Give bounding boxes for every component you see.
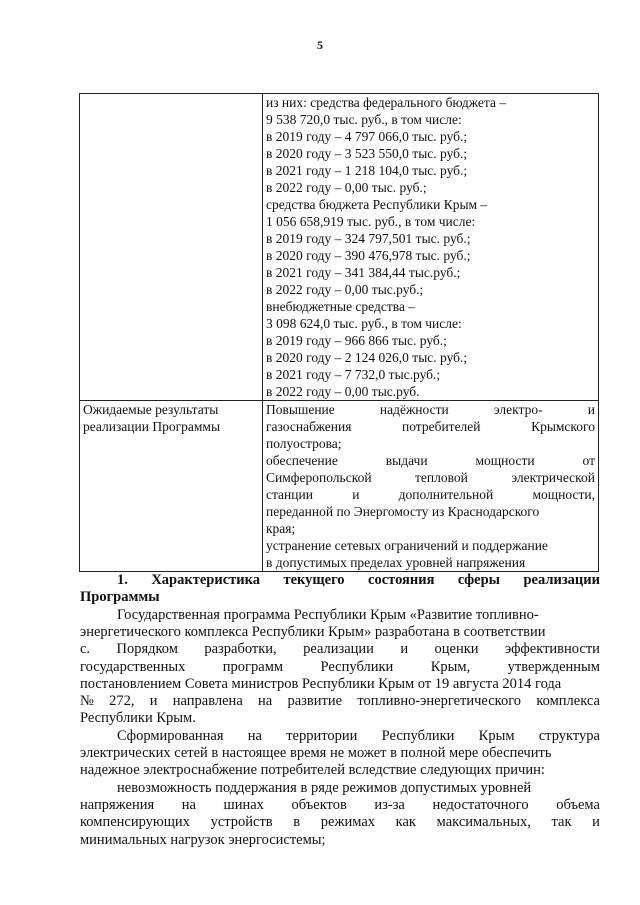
word: №	[80, 693, 94, 710]
paragraph-grid-structure	[80, 728, 600, 780]
financing-line: в 2019 году – 324 797,501 тыс. руб.;	[266, 231, 471, 246]
results-line: переданной по Энергомосту из Краснодарского	[266, 504, 540, 519]
results-line: края;	[266, 521, 296, 536]
word: 272,	[109, 693, 135, 710]
word: шинах	[223, 797, 264, 814]
word: электрической	[511, 470, 595, 485]
text-line: электрических сетей в настоящее время не может в полной мере обеспечить	[80, 745, 552, 762]
word: Характеристика	[151, 572, 260, 588]
text-line	[80, 797, 600, 814]
results-line	[266, 401, 595, 418]
word: утвержденным	[507, 658, 600, 675]
results-line	[266, 486, 595, 503]
word: Повышение	[266, 402, 335, 417]
word: мощности	[475, 453, 535, 468]
results-line	[266, 469, 595, 486]
text-line: минимальных нагрузок энергосистемы;	[80, 831, 326, 848]
word: комплекса	[536, 693, 600, 710]
word: так	[551, 814, 572, 831]
financing-line: в 2022 году – 0,00 тыс.руб.	[266, 384, 420, 399]
word: и	[592, 814, 600, 831]
text-line	[80, 693, 600, 710]
financing-line: внебюджетные средства –	[266, 299, 416, 314]
financing-line: в 2020 году – 390 476,978 тыс. руб.;	[266, 248, 471, 263]
expected-results-label-line: Ожидаемые результаты	[83, 402, 219, 417]
word: сферы	[457, 572, 501, 588]
section-heading-line: Программы	[80, 589, 160, 606]
results-line: полуострова;	[266, 436, 342, 451]
word: состояния	[368, 572, 435, 588]
word: разработки,	[204, 641, 277, 658]
financing-line: в 2021 году – 341 384,44 тыс.руб.;	[266, 265, 461, 280]
table-cell-expected-results	[263, 401, 599, 572]
word: компенсирующих	[80, 814, 190, 831]
page-number: 5	[317, 38, 323, 52]
text-line: энергетического комплекса Республики Крым» разработана в соответствии	[80, 624, 546, 641]
word: надёжности	[379, 402, 449, 417]
financing-line: 3 098 624,0 тыс. руб., в том числе:	[266, 316, 462, 331]
word: станции	[266, 487, 313, 502]
results-line	[266, 418, 595, 435]
word: как	[395, 814, 416, 831]
word: максимальных,	[436, 814, 531, 831]
results-line: в допустимых пределах уровней напряжения	[266, 555, 526, 570]
table-row-financing	[80, 94, 599, 401]
word: мощности,	[532, 487, 595, 502]
word: напряжения	[80, 797, 155, 814]
word: тепловой	[415, 470, 468, 485]
text-line	[80, 728, 600, 745]
word: оценки	[434, 641, 479, 658]
word: эффективности	[504, 641, 600, 658]
word: в	[293, 814, 301, 831]
text-line	[80, 659, 600, 676]
table-cell-expected-results-label	[80, 401, 263, 572]
word: электро-	[493, 402, 543, 417]
financing-line: в 2022 году – 0,00 тыс.руб.;	[266, 282, 424, 297]
word: на	[247, 728, 262, 744]
word: потребителей	[401, 419, 481, 434]
word: газоснабжения	[266, 419, 352, 434]
word: Республики	[320, 658, 394, 675]
word: и	[149, 693, 158, 710]
financing-line: 9 538 720,0 тыс. руб., в том числе:	[266, 112, 462, 127]
text-line	[80, 641, 600, 658]
word: Крымского	[531, 419, 595, 434]
financing-line: в 2020 году – 2 124 026,0 тыс. руб.;	[266, 350, 468, 365]
section-heading-line	[80, 572, 600, 589]
word: от	[582, 453, 595, 468]
results-line: устранение сетевых ограничений и поддержание	[266, 538, 548, 553]
text-line: Республики Крым.	[80, 710, 196, 727]
passport-table	[79, 93, 599, 572]
text-line: невозможность поддержания в ряде режимов допустимых уровней	[117, 780, 532, 796]
financing-line: в 2020 году – 3 523 550,0 тыс. руб.;	[266, 146, 468, 161]
text-line	[80, 814, 600, 831]
table-row-expected-results	[80, 401, 599, 572]
word: Крым,	[430, 658, 471, 675]
text-line: постановлением Совета министров Республики Крым от 19 августа 2014 года	[80, 675, 562, 692]
word: развитие	[287, 693, 343, 710]
financing-line: в 2019 году – 4 797 066,0 тыс. руб.;	[266, 129, 468, 144]
word: выдачи	[385, 453, 428, 468]
paragraph-voltage-issue	[80, 780, 600, 849]
word: направлена	[172, 693, 243, 710]
word: текущего	[283, 572, 345, 588]
word: и	[400, 641, 409, 658]
word: реализации	[523, 572, 600, 588]
word: государственных	[80, 658, 186, 675]
financing-line: в 2022 году – 0,00 тыс. руб.;	[266, 180, 427, 195]
word: территории	[286, 728, 358, 744]
financing-line: из них: средства федерального бюджета –	[266, 95, 507, 110]
word: с.	[80, 641, 91, 658]
word: Республики	[381, 728, 455, 744]
word: Симферопольской	[266, 470, 372, 485]
word: объема	[556, 797, 600, 814]
word: 1.	[117, 572, 128, 588]
word: и	[352, 487, 360, 502]
word: из-за	[374, 797, 405, 814]
table-cell-empty	[80, 94, 263, 401]
word: устройств	[210, 814, 273, 831]
word: Крым	[478, 728, 515, 744]
results-line	[266, 452, 595, 469]
word: дополнительной	[398, 487, 494, 502]
text-line: надежное электроснабжение потребителей вследствие следующих причин:	[80, 762, 545, 779]
text-line: Государственная программа Республики Крым «Развитие топливно-	[117, 607, 539, 623]
word: на	[258, 693, 273, 710]
financing-line: 1 056 658,919 тыс. руб., в том числе:	[266, 214, 476, 229]
word: программ	[222, 658, 284, 675]
paragraph-program-description	[80, 607, 600, 727]
word: объектов	[291, 797, 347, 814]
word: на	[181, 797, 196, 814]
table-cell-financing	[263, 94, 599, 401]
financing-line: в 2019 году – 966 866 тыс. руб.;	[266, 333, 447, 348]
word: реализации	[303, 641, 374, 658]
financing-line: средства бюджета Республики Крым –	[266, 197, 488, 212]
word: недостаточного	[432, 797, 529, 814]
financing-line: в 2021 году – 7 732,0 тыс.руб.;	[266, 367, 441, 382]
word: Порядком	[116, 641, 178, 658]
word: и	[587, 402, 595, 417]
word: структура	[538, 728, 600, 744]
section-heading	[80, 572, 600, 606]
financing-line: в 2021 году – 1 218 104,0 тыс. руб.;	[266, 163, 468, 178]
word: режимах	[320, 814, 376, 831]
word: топливно-энергетического	[357, 693, 522, 710]
word: обеспечение	[266, 453, 338, 468]
expected-results-label-line: реализации Программы	[83, 419, 221, 434]
word: Сформированная	[117, 728, 224, 744]
